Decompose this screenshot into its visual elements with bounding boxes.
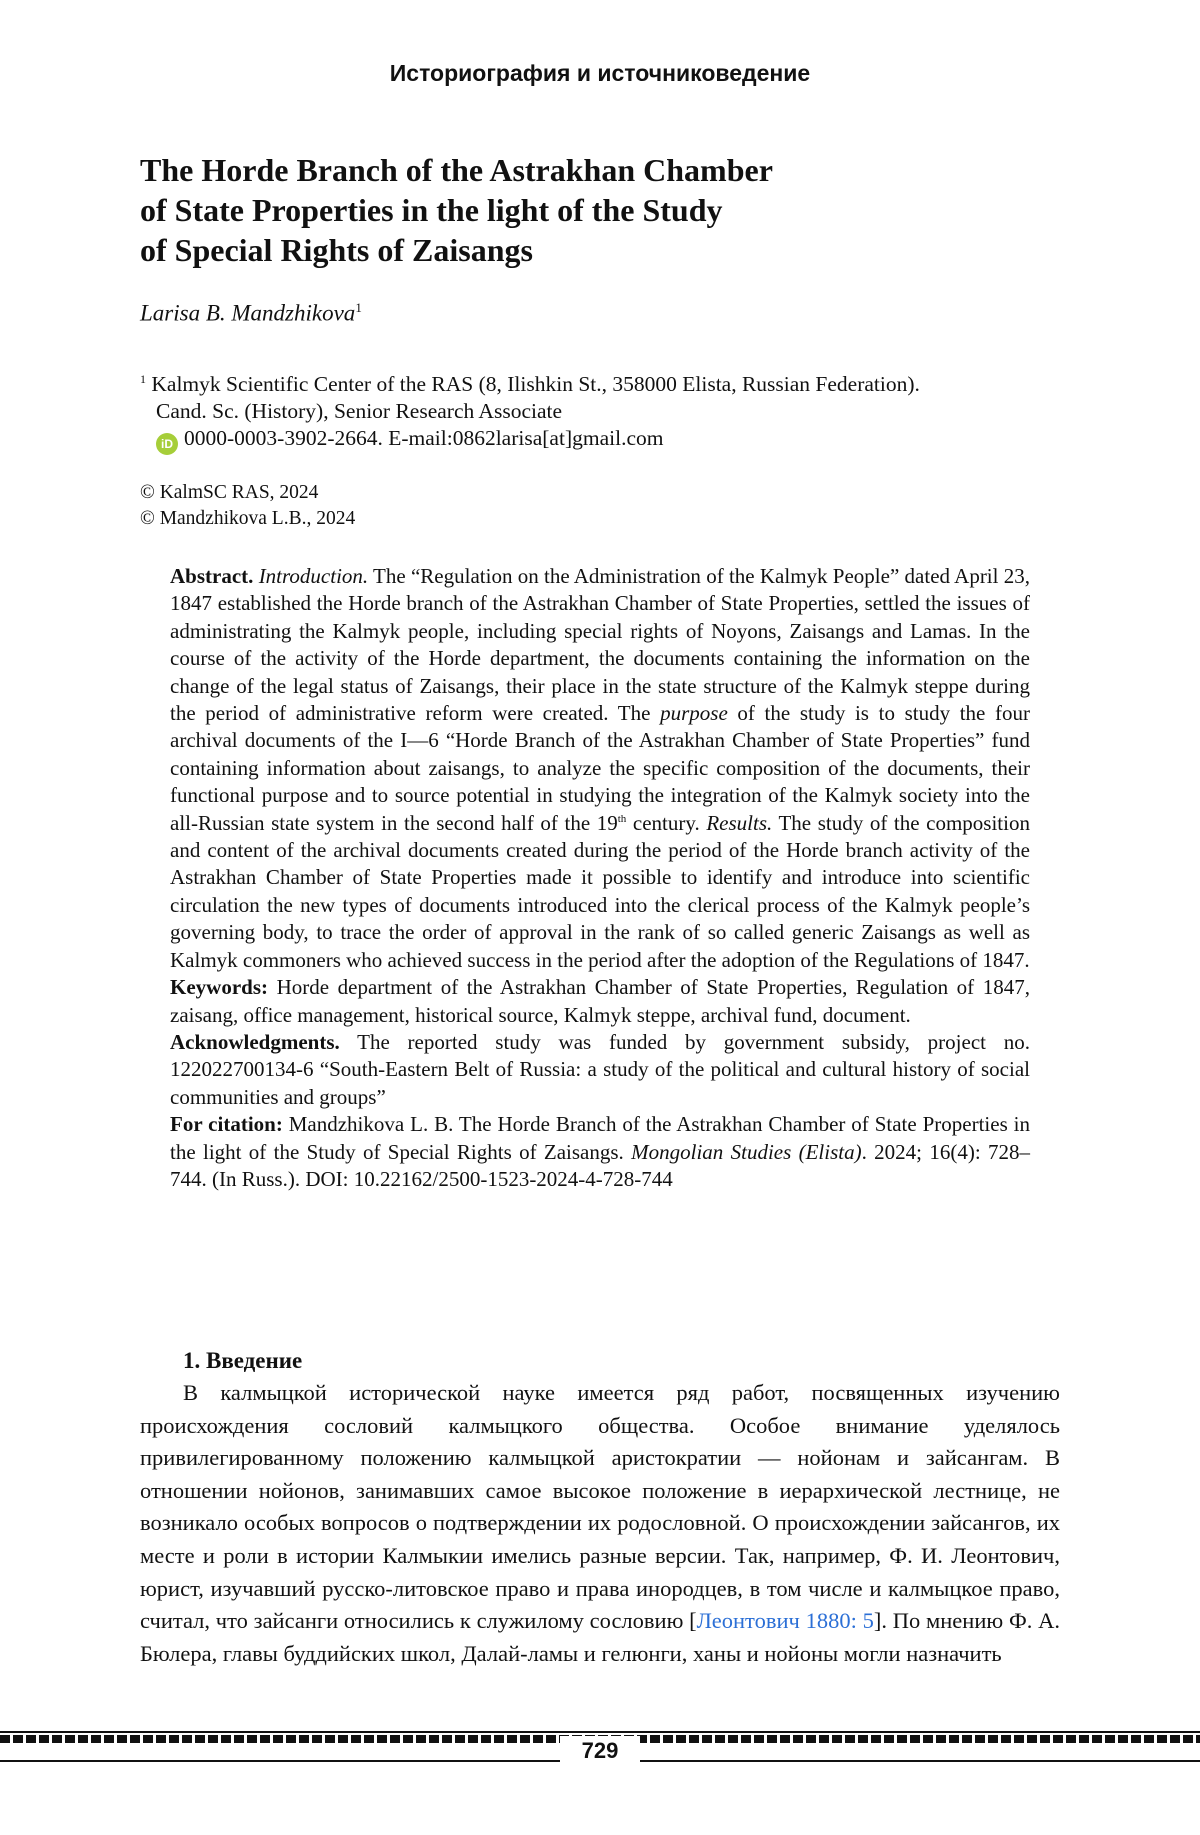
citation-label: For citation: bbox=[170, 1112, 283, 1137]
section-heading: 1. Введение bbox=[183, 1348, 303, 1373]
citation-text: Mandzhikova L. B. The Horde Branch of the Astrakhan Chamber of State Properties in the light of the Study of Special Rights of Zaisangs. bbox=[170, 1112, 1030, 1164]
article-title bbox=[140, 150, 900, 270]
paragraph bbox=[140, 1377, 1060, 1670]
abstract bbox=[170, 563, 1030, 974]
superscript: th bbox=[617, 812, 627, 825]
author-sup: 1 bbox=[355, 300, 362, 315]
title-line: of State Properties in the light of the Study bbox=[140, 192, 723, 228]
affiliation-sup: 1 bbox=[140, 372, 146, 386]
acknowledgments-text: The reported study was funded by government subsidy, project no. 122022700134-6 “South-Eastern Belt of Russia: a study of the political and cultural history of social communities and groups” bbox=[170, 1029, 1030, 1109]
affiliation-institution: Kalmyk Scientific Center of the RAS (8, Ilishkin St., 358000 Elista, Russian Federation). bbox=[151, 372, 920, 397]
acknowledgments bbox=[170, 1029, 1030, 1111]
introduction-label: Introduction. bbox=[258, 564, 369, 588]
section-header: Историография и источниковедение bbox=[389, 60, 811, 86]
affiliation-position: Cand. Sc. (History), Senior Research Associate bbox=[156, 399, 563, 424]
keywords-label: Keywords: bbox=[170, 975, 268, 1000]
author-name: Larisa B. Mandzhikova bbox=[140, 300, 356, 326]
page-number: 729 bbox=[560, 1736, 641, 1766]
abstract-text: The study of the composition and content of the archival documents created during the period of the Horde branch activity of the Astrakhan Chamber of State Properties made it possible to identify and introduce into scientific circulation the new types of documents introduced into the clerical process of the Kalmyk people’s governing body, to trace the order of approval in the rank of so called generic Zaisangs as well as Kalmyk commoners who achieved success in the period after the adoption of the Regulations of 1847. bbox=[170, 810, 1030, 972]
affiliation-contact: 0000-0003-3902-2664. E-mail:0862larisa[at]gmail.com bbox=[184, 426, 664, 451]
copyright bbox=[140, 480, 355, 532]
footer-ornament-top bbox=[0, 1731, 1200, 1733]
copyright-line: © Mandzhikova L.B., 2024 bbox=[140, 508, 356, 529]
affiliation bbox=[140, 366, 1080, 455]
results-label: Results. bbox=[706, 810, 773, 835]
copyright-line: © KalmSC RAS, 2024 bbox=[140, 482, 319, 503]
citation bbox=[170, 1111, 1030, 1193]
body-text bbox=[140, 1377, 1060, 1670]
orcid-icon[interactable]: iD bbox=[156, 433, 178, 455]
citation-link[interactable]: Леонтович 1880: 5 bbox=[696, 1608, 874, 1634]
keywords-text: Horde department of the Astrakhan Chamber of State Properties, Regulation of 1847, zaisang, office management, historical source, Kalmyk steppe, archival fund, document. bbox=[170, 975, 1030, 1027]
paragraph-text: ]. По мнению Ф. А. Бюлера, главы буддийских школ, Далай-ламы и гелюнги, ханы и нойоны могли назначить bbox=[140, 1608, 1060, 1666]
abstract-text: The “Regulation on the Administration of the Kalmyk People” dated April 23, 1847 established the Horde branch of the Astrakhan Chamber of State Properties, settled the issues of administrating the Kalmyk people, including special rights of Noyons, Zaisangs and Lamas. In the course of the activity of the Horde department, the documents containing the information on the change of the legal status of Zaisangs, their place in the state structure of the Kalmyk steppe during the period of administrative reform were created. The bbox=[170, 564, 1031, 726]
keywords bbox=[170, 974, 1030, 1029]
acknowledgments-label: Acknowledgments. bbox=[170, 1029, 340, 1054]
citation-text: . 2024; 16(4): 728–744. (In Russ.). DOI: 10.22162/2500-1523-2024-4-728-744 bbox=[170, 1139, 1030, 1191]
page-number-wrap bbox=[0, 1736, 1200, 1766]
abstract-text: century. bbox=[626, 810, 707, 835]
abstract-label: Abstract. bbox=[170, 564, 254, 588]
journal-name: Mongolian Studies (Elista) bbox=[631, 1139, 862, 1164]
title-line: of Special Rights of Zaisangs bbox=[140, 232, 533, 268]
paragraph-text: В калмыцкой исторической науке имеется ряд работ, посвященных изучению происхождения сословий калмыцкого общества. Особое внимание уделялось привилегированному положению калмыцкой аристократии — нойонам и зайсангам. В отношении нойонов, занимавших самое высокое положение в иерархической лестнице, не возникало особых вопросов о подтверждении их родословной. О происхождении зайсангов, их месте и роли в истории Калмыкии имелись разные версии. Так, например, Ф. И. Леонтович, юрист, изучавший русско-литовское право и права инородцев, в том числе и калмыцкое право, считал, что зайсанги относились к служилому сословию [ bbox=[140, 1380, 1060, 1634]
title-line: The Horde Branch of the Astrakhan Chamber bbox=[140, 152, 773, 188]
purpose-label: purpose bbox=[660, 701, 728, 726]
author bbox=[140, 300, 362, 327]
abstract-text: of the study is to study the four archival documents of the I—6 “Horde Branch of the Astrakhan Chamber of State Properties” fund containing information about zaisangs, to analyze the specific composition of the documents, their functional purpose and to source potential in studying the integration of the Kalmyk society into the all-Russian state system in the second half of the 19 bbox=[170, 701, 1030, 835]
abstract-block bbox=[170, 563, 1030, 1193]
